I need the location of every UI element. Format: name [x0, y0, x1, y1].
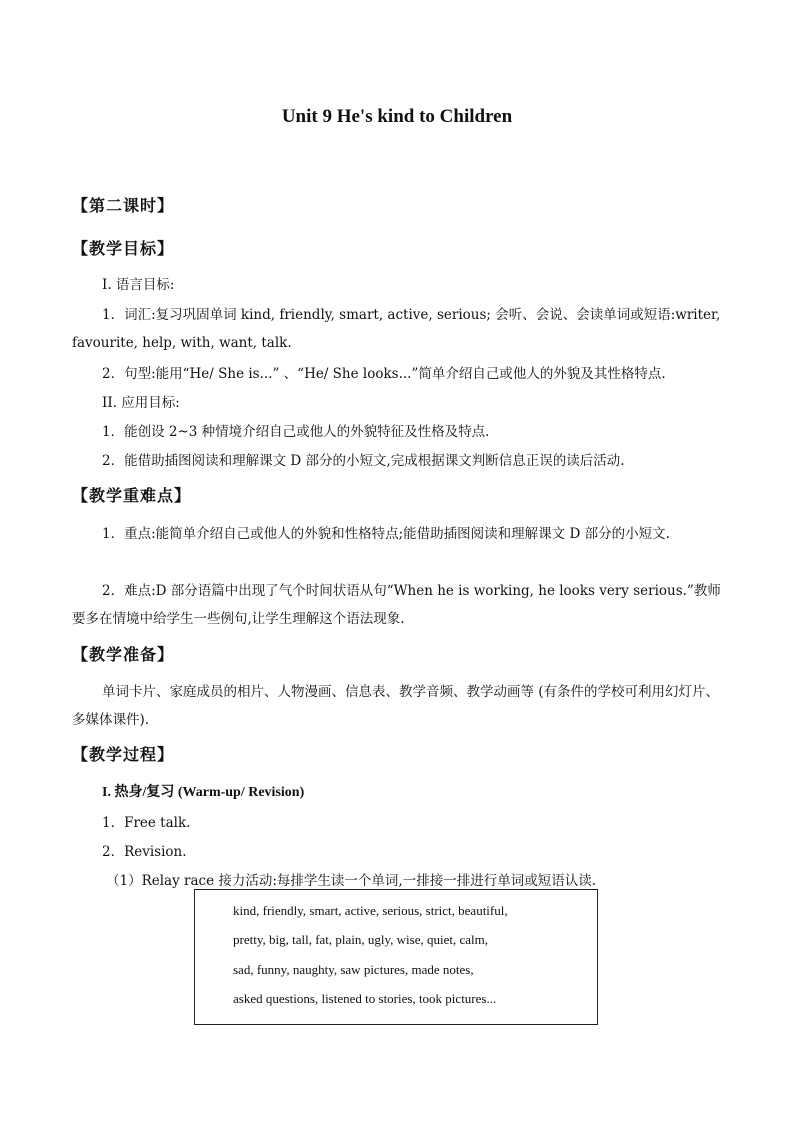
page-title: Unit 9 He's kind to Children	[281, 106, 513, 127]
free-talk-item: 1．Free talk.	[102, 815, 191, 831]
difficult-point: 2．难点:D 部分语篇中出现了气个时间状语从句“When he is working, he looks very serious.”教师要多在情境中给学生一些例句,让学生理解这个语法现象.	[72, 583, 721, 627]
preparation-text: 单词卡片、家庭成员的相片、人物漫画、信息表、教学音频、教学动画等 (有条件的学校可利用幻灯片、多媒体课件).	[72, 684, 720, 728]
warmup-step-title: I. 热身/复习 (Warm-up/ Revision)	[102, 785, 305, 800]
revision-item: 2．Revision.	[102, 844, 187, 860]
vocab-objective: 1．词汇:复习巩固单词 kind, friendly, smart, active, serious; 会听、会说、会读单词或短语:writer, favourite, help, with, want, talk.	[72, 307, 721, 351]
application-objective-2: 2．能借助插图阅读和理解课文 D 部分的小短文,完成根据课文判断信息正误的读后活动.	[102, 453, 625, 469]
relay-race-item: （1）Relay race 接力活动:每排学生读一个单词,一排接一排进行单词或短语认读.	[106, 873, 597, 889]
process-heading: 【教学过程】	[72, 745, 175, 764]
word-list-line: sad, funny, naughty, saw pictures, made notes,	[233, 962, 474, 977]
word-list-line: pretty, big, tall, fat, plain, ugly, wise, quiet, calm,	[233, 932, 489, 947]
word-list-line: asked questions, listened to stories, took pictures...	[233, 991, 497, 1006]
word-list-box	[194, 889, 598, 1025]
objectives-heading: 【教学目标】	[72, 239, 175, 258]
language-objectives-title: I. 语言目标:	[102, 277, 175, 293]
lesson-heading: 【第二课时】	[72, 196, 175, 215]
key-points-heading: 【教学重难点】	[72, 486, 192, 505]
word-list-line: kind, friendly, smart, active, serious, strict, beautiful,	[233, 903, 508, 918]
application-objective-1: 1．能创设 2~3 种情境介绍自己或他人的外貌特征及性格及特点.	[102, 424, 490, 440]
preparation-heading: 【教学准备】	[72, 645, 175, 664]
key-point: 1．重点:能简单介绍自己或他人的外貌和性格特点;能借助插图阅读和理解课文 D 部分的小短文.	[102, 526, 670, 542]
application-objectives-title: II. 应用目标:	[102, 395, 180, 411]
sentence-objective: 2．句型:能用“He/ She is...” 、“He/ She looks...”简单介绍自己或他人的外貌及其性格特点.	[102, 366, 666, 382]
